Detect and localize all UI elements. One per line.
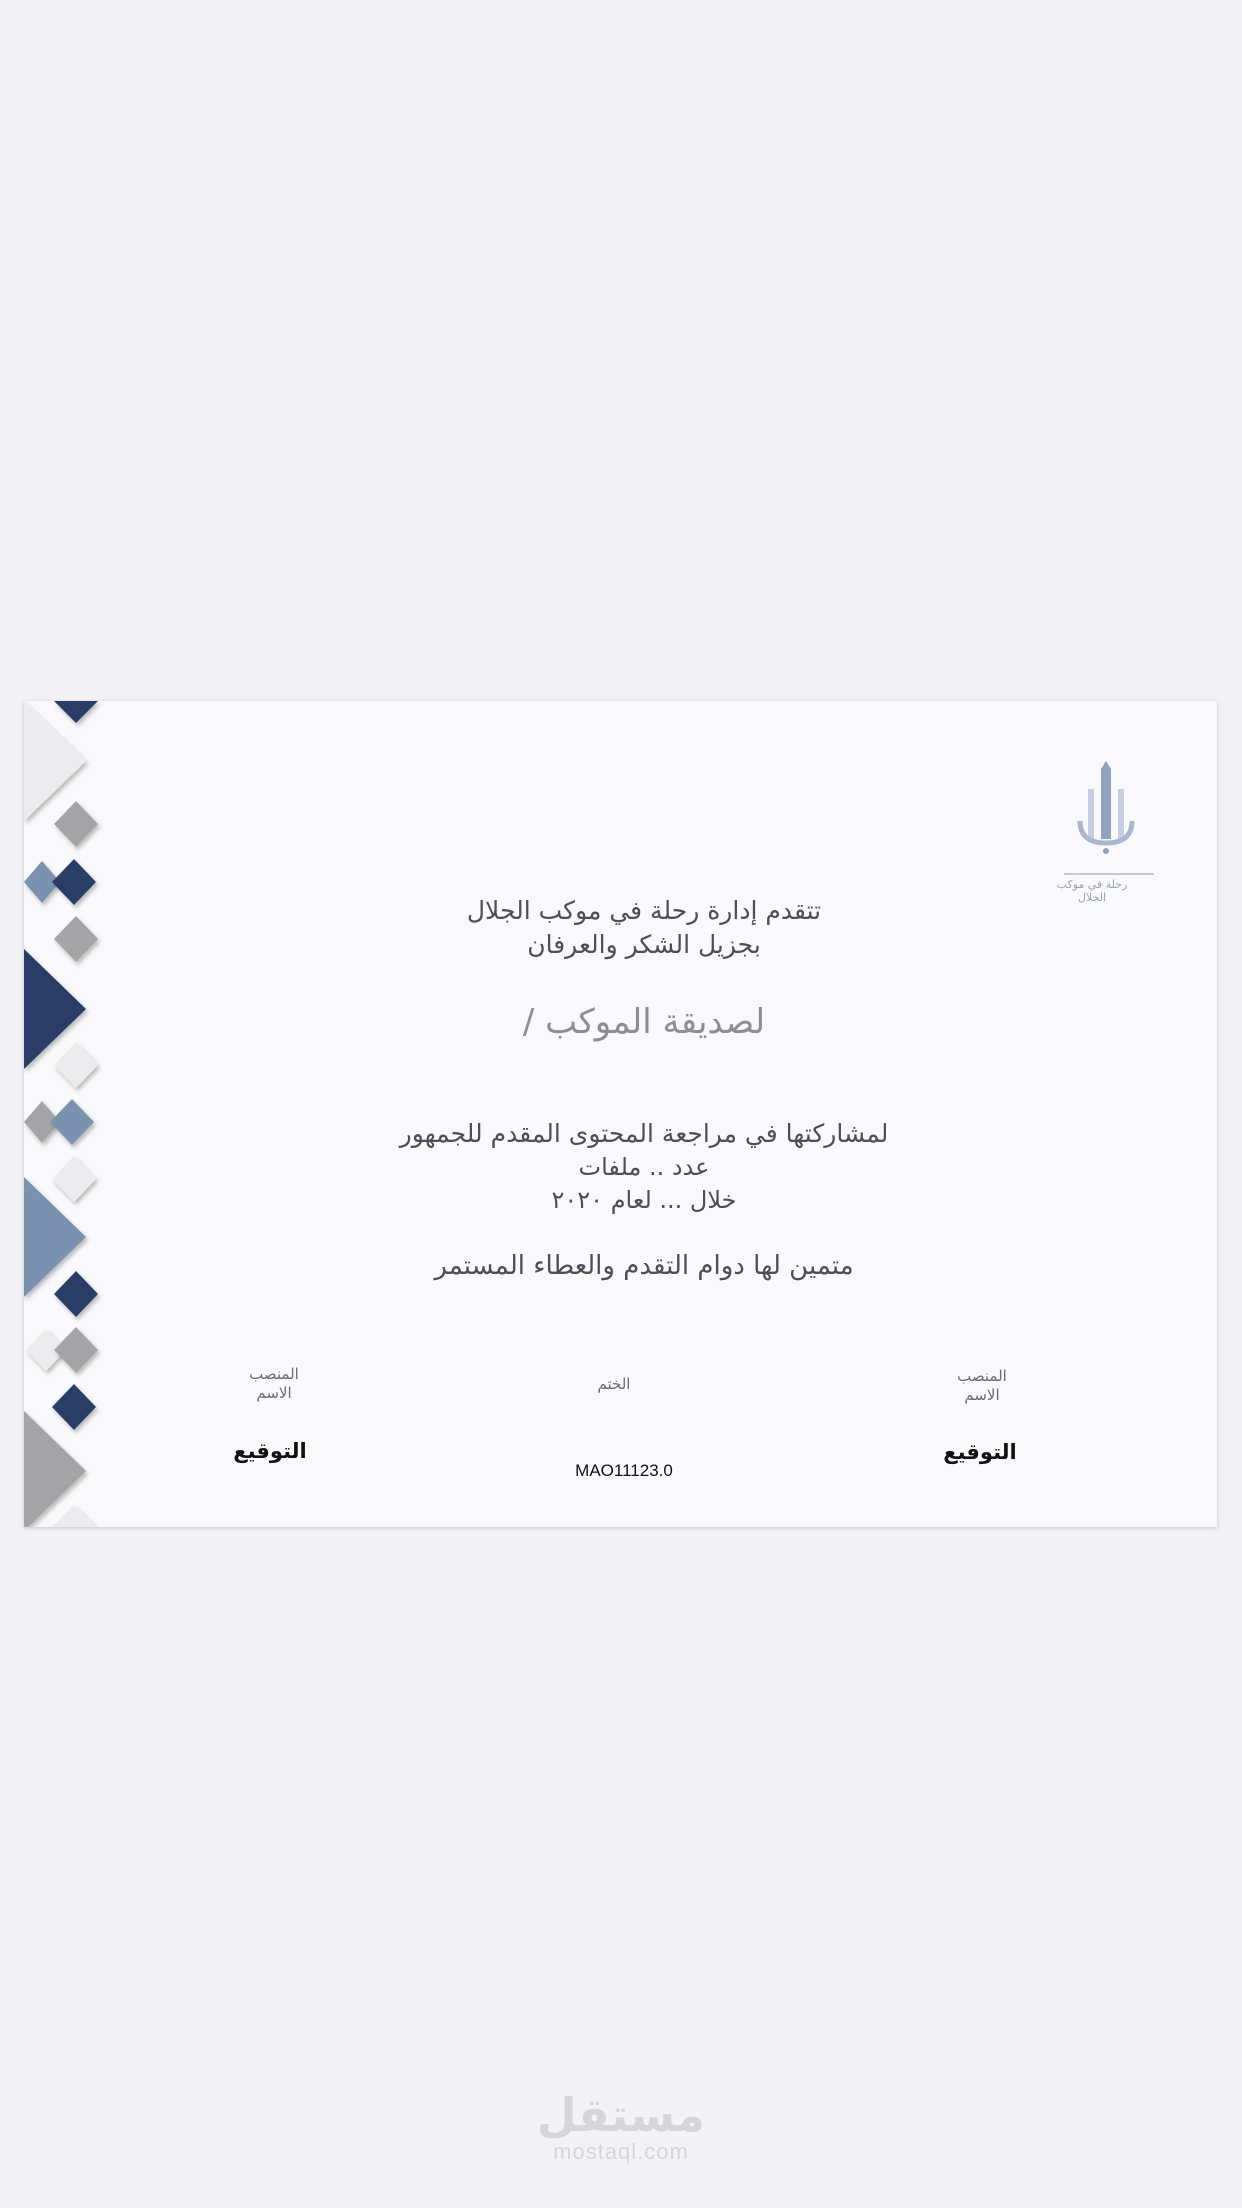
reason-line-3: خلال ... لعام ٢٠٢٠	[551, 1186, 737, 1214]
right-signatory-info	[912, 1367, 1052, 1405]
watermark-latin: mostaql.com	[553, 2139, 689, 2164]
right-signature-label: التوقيع	[943, 1440, 1017, 1464]
recipient-line: لصديقة الموكب /	[522, 1002, 766, 1042]
seal-label: الختم	[597, 1375, 631, 1393]
serial-number: MAO11123.0	[575, 1461, 673, 1480]
logo-divider	[1064, 873, 1154, 875]
left-position-label: المنصب	[249, 1365, 299, 1383]
intro-line-2: بجزيل الشكر والعرفان	[527, 930, 761, 959]
right-position-label: المنصب	[957, 1367, 1007, 1385]
certificate	[24, 701, 1217, 1527]
reason-line-2: عدد .. ملفات	[578, 1153, 710, 1181]
left-signatory-info	[204, 1365, 344, 1403]
mostaql-watermark	[521, 2090, 721, 2164]
intro-line-1: تتقدم إدارة رحلة في موكب الجلال	[466, 896, 822, 925]
left-signature-label: التوقيع	[233, 1439, 307, 1463]
logo-icon	[1058, 759, 1158, 859]
left-name-label: الاسم	[256, 1384, 292, 1402]
decorative-diamond-border	[24, 701, 134, 1527]
logo-caption: رحلة في موكب الجلال	[1056, 878, 1128, 904]
right-name-label: الاسم	[964, 1386, 1000, 1404]
wish-line: متمين لها دوام التقدم والعطاء المستمر	[434, 1251, 854, 1281]
reason-line-1: لمشاركتها في مراجعة المحتوى المقدم للجمهور	[399, 1119, 889, 1148]
watermark-arabic: مستقل	[536, 2088, 706, 2142]
